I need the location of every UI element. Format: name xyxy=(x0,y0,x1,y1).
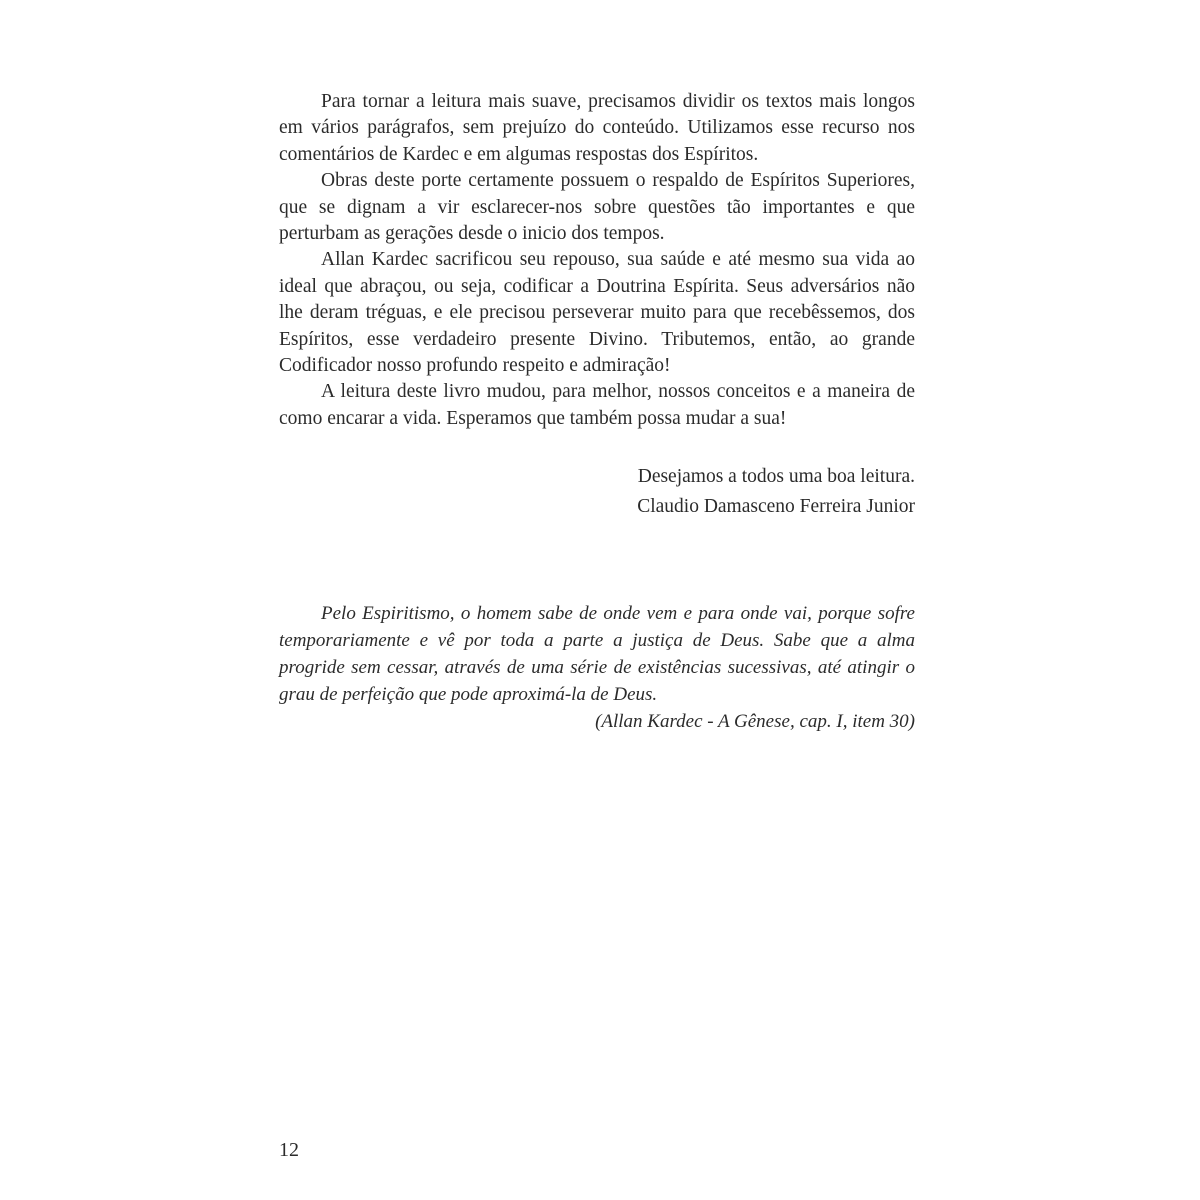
epigraph-quote xyxy=(279,600,915,735)
quote-citation: (Allan Kardec - A Gênese, cap. I, item 30) xyxy=(595,711,915,732)
body-text xyxy=(279,89,915,432)
paragraph-superior-spirits: Obras deste porte certamente possuem o respaldo de Espíritos Superiores, que se dignam a vir esclarecer-nos sobre questões tão importantes e que perturbam as gerações desde o inicio dos tempos. xyxy=(279,170,915,245)
page-number: 12 xyxy=(279,1139,299,1161)
author-name: Claudio Damasceno Ferreira Junior xyxy=(637,496,915,517)
quote-text: Pelo Espiritismo, o homem sabe de onde vem e para onde vai, porque sofre temporariamente e vê por toda a parte a justiça de Deus. Sabe que a alma progride sem cessar, através de uma série de existências sucessivas, até atingir o grau de perfeição que pode aproximá-la de Deus. xyxy=(279,603,915,705)
signature-block xyxy=(279,462,915,522)
closing-line: Desejamos a todos uma boa leitura. xyxy=(637,466,915,487)
paragraph-allan-kardec: Allan Kardec sacrificou seu repouso, sua saúde e até mesmo sua vida ao ideal que abraçou, ou seja, codificar a Doutrina Espírita. Seus adversários não lhe deram tréguas, e ele precisou perseverar muito para que recebêssemos, dos Espíritos, esse verdadeiro presente Divino. Tributemos, então, ao grande Codificador nosso profundo respeito e admiração! xyxy=(279,249,915,377)
paragraph-book-impact: A leitura deste livro mudou, para melhor, nossos conceitos e a maneira de como encarar a vida. Esperamos que também possa mudar a sua! xyxy=(279,381,915,429)
paragraph-reading: Para tornar a leitura mais suave, precisamos dividir os textos mais longos em vários parágrafos, sem prejuízo do conteúdo. Utilizamos esse recurso nos comentários de Kardec e em algumas respostas dos Espíritos. xyxy=(279,91,915,165)
